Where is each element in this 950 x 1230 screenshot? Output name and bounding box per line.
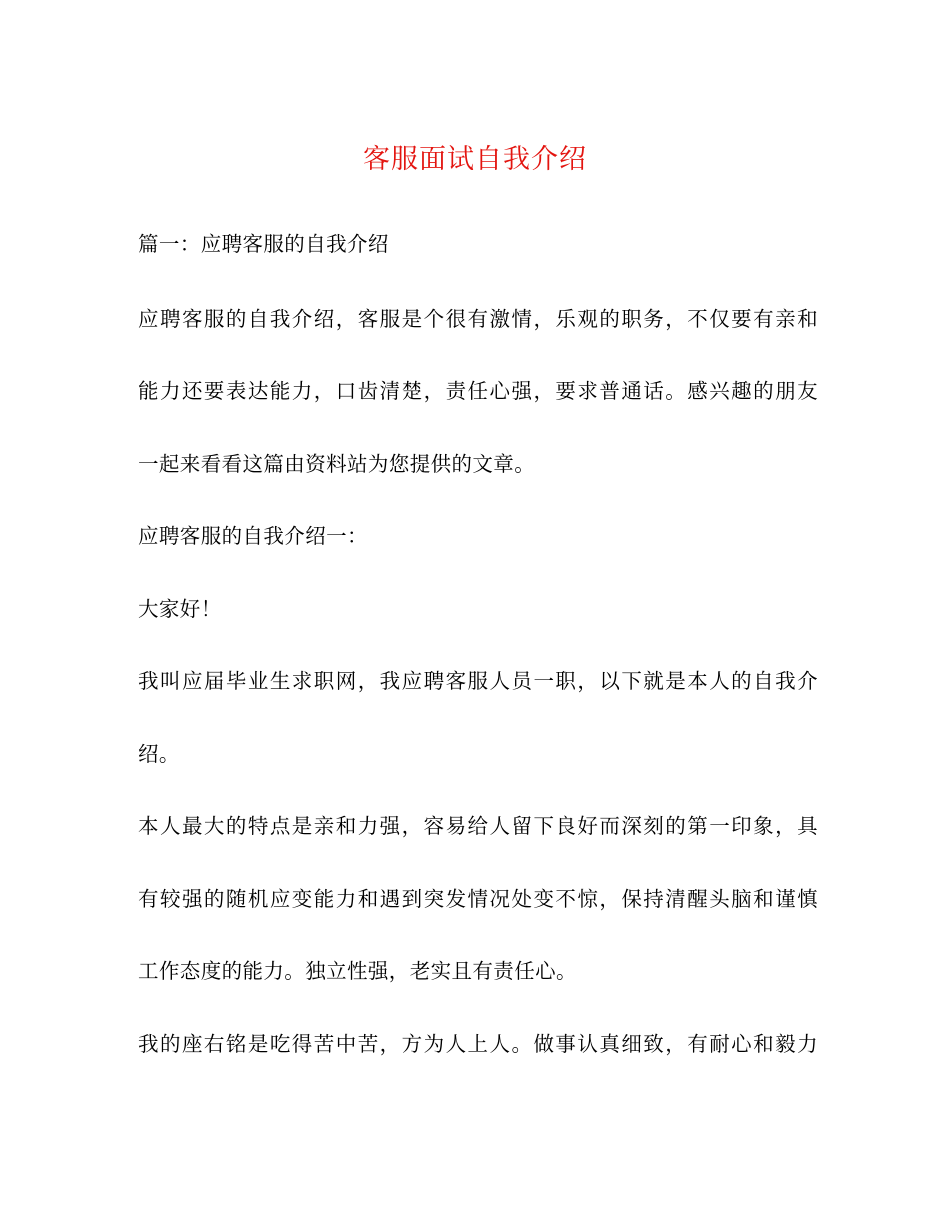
paragraph-line: 能力还要表达能力，口齿清楚，责任心强，要求普通话。感兴趣的朋友 (138, 379, 818, 403)
section-heading: 篇一：应聘客服的自我介绍 (138, 232, 389, 256)
paragraph-line: 一起来看看这篇由资料站为您提供的文章。 (138, 452, 536, 476)
paragraph-line: 我叫应届毕业生求职网，我应聘客服人员一职，以下就是本人的自我介 (138, 669, 818, 693)
paragraph-line: 本人最大的特点是亲和力强，容易给人留下良好而深刻的第一印象，具 (138, 814, 818, 838)
greeting-line: 大家好！ (138, 597, 222, 621)
paragraph-line: 工作态度的能力。独立性强，老实且有责任心。 (138, 959, 577, 983)
paragraph-line: 绍。 (138, 742, 180, 766)
document-title: 客服面试自我介绍 (363, 144, 587, 175)
paragraph-line: 有较强的随机应变能力和遇到突发情况处变不惊，保持清醒头脑和谨慎 (138, 887, 818, 911)
paragraph-line: 我的座右铭是吃得苦中苦，方为人上人。做事认真细致，有耐心和毅力 (138, 1032, 818, 1056)
paragraph-line: 应聘客服的自我介绍，客服是个很有激情，乐观的职务，不仅要有亲和 (138, 307, 818, 331)
subheading-line: 应聘客服的自我介绍一： (138, 524, 368, 548)
